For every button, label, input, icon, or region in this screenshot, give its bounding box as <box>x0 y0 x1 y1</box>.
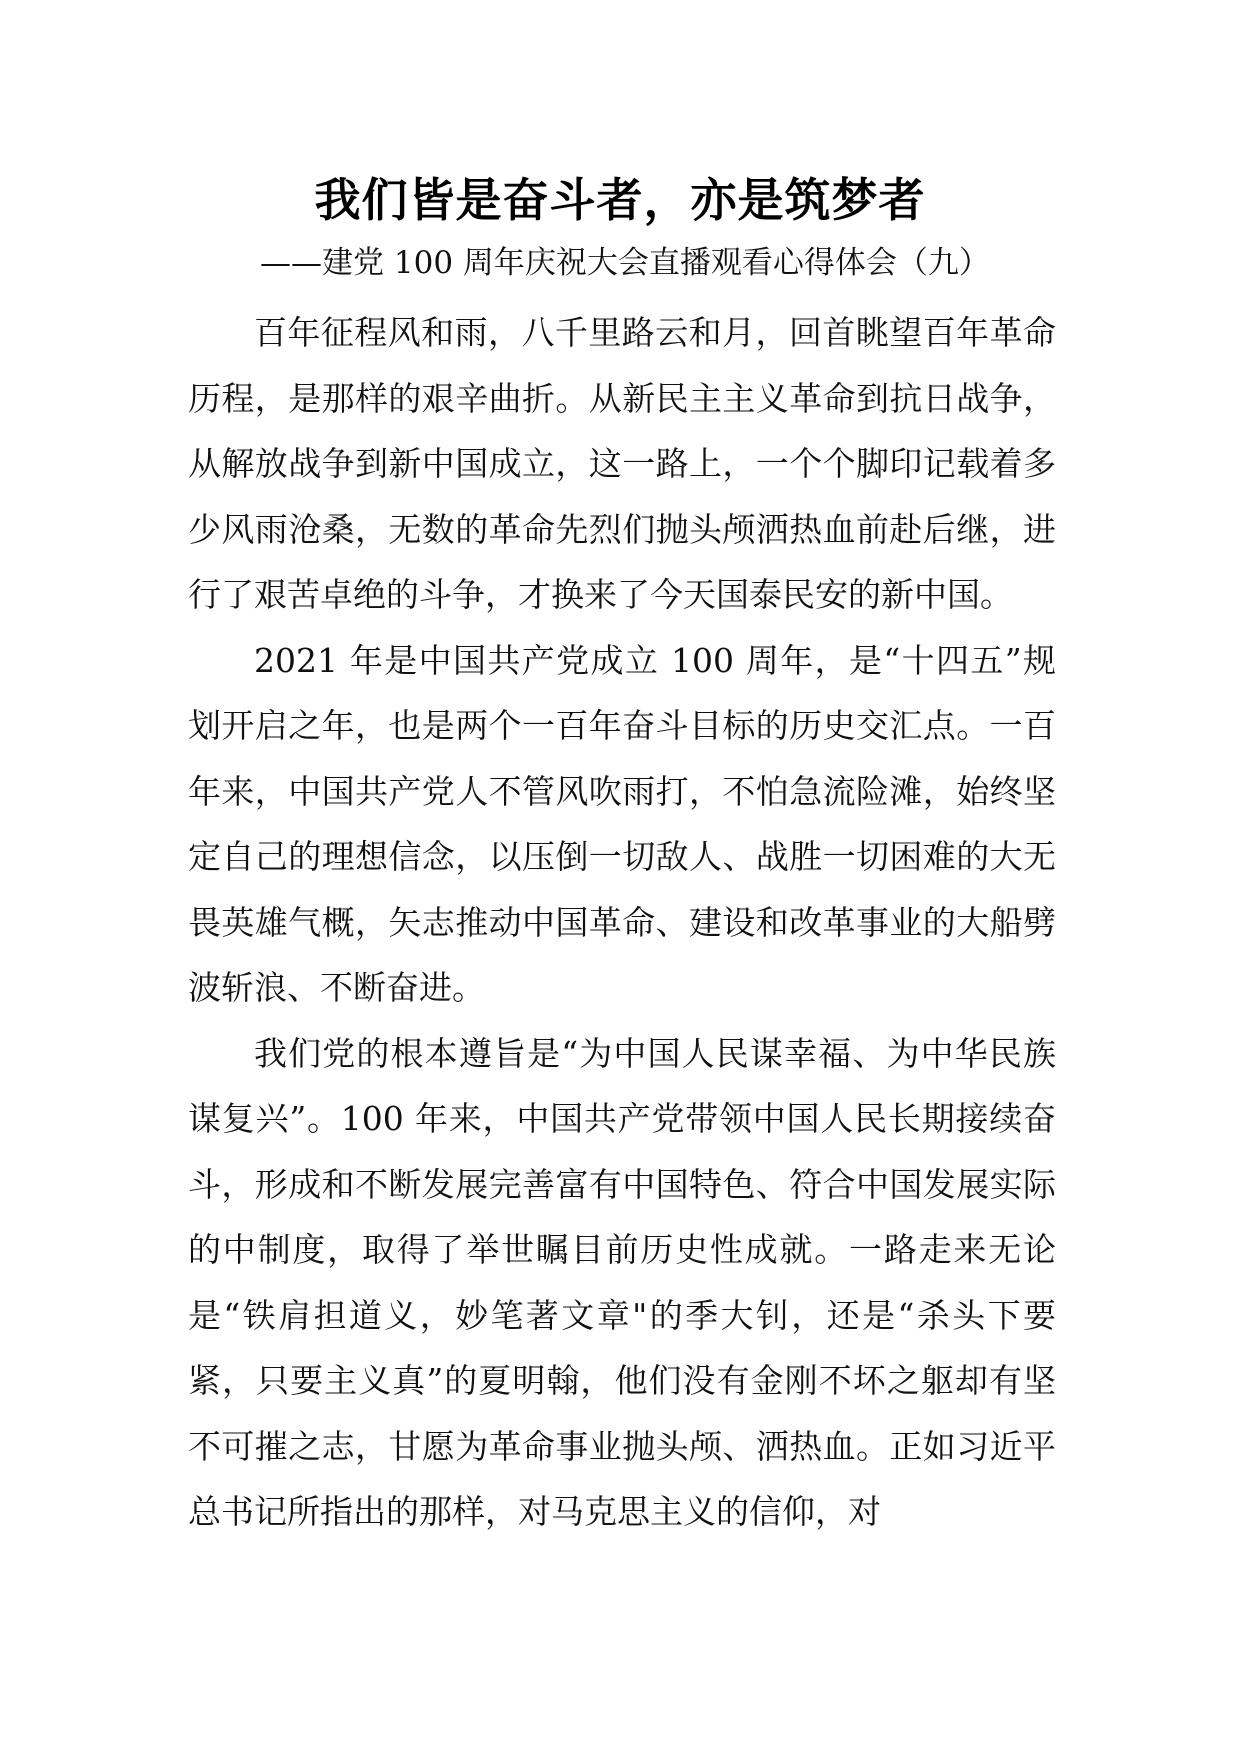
document-subtitle: ——建党 100 周年庆祝大会直播观看心得体会（九） <box>260 245 990 281</box>
paragraph-2: 2021 年是中国共产党成立 100 周年，是“十四五”规划开启之年，也是两个一百年奋斗目标的历史交汇点。一百年来，中国共产党人不管风吹雨打，不怕急流险滩，始终坚定自己的理想信念，以压倒一切敌人、战胜一切困难的大无畏英雄气概，矢志推动中国革命、建设和改革事业的大船劈波斩浪、不断奋进。 <box>188 640 1056 1007</box>
paragraph-3: 我们党的根本遵旨是“为中国人民谋幸福、为中华民族谋复兴”。100 年来，中国共产党带领中国人民长期接续奋斗，形成和不断发展完善富有中国特色、符合中国发展实际的中制度，取得了举世瞩目前历史性成就。一路走来无论是“铁肩担道义，妙笔著文章"的季大钊，还是“杀头下要紧，只要主义真”的夏明翰，他们没有金刚不坏之躯却有坚不可摧之志，甘愿为革命事业抛头颅、洒热血。正如习近平总书记所指出的那样，对马克思主义的信仰，对 <box>188 1033 1056 1531</box>
document-title: 我们皆是奋斗者，亦是筑梦者 <box>314 173 926 227</box>
document-body <box>188 300 1056 1545</box>
paragraph-1: 百年征程风和雨，八千里路云和月，回首眺望百年革命历程，是那样的艰辛曲折。从新民主主义革命到抗日战争，从解放战争到新中国成立，这一路上，一个个脚印记载着多少风雨沧桑，无数的革命先烈们抛头颅洒热血前赴后继，进行了艰苦卓绝的斗争，才换来了今天国泰民安的新中国。 <box>188 313 1056 614</box>
